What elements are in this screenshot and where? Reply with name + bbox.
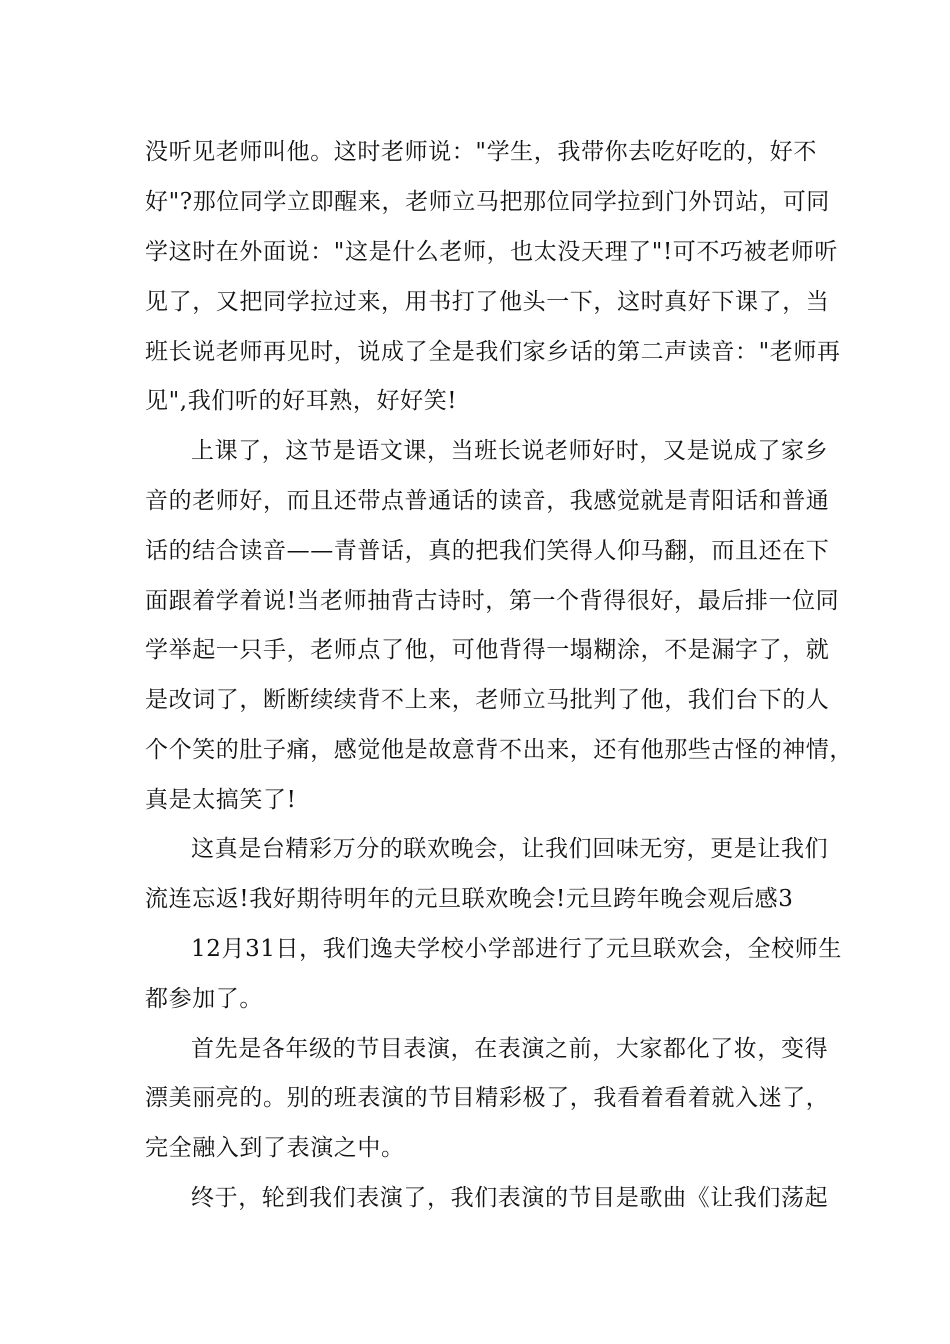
text-line: 都参加了。 <box>145 986 263 1012</box>
text-line: 学这时在外面说："这是什么老师，也太没天理了"!可不巧被老师听 <box>145 239 839 265</box>
text-line: 学举起一只手，老师点了他，可他背得一塌糊涂，不是漏字了，就 <box>145 637 830 663</box>
text-line: 班长说老师再见时，说成了全是我们家乡话的第二声读音："老师再 <box>145 339 841 365</box>
paragraph-first-line: 上课了，这节是语文课，当班长说老师好时，又是说成了家乡 <box>191 438 829 464</box>
text-line: 见了，又把同学拉过来，用书打了他头一下，这时真好下课了，当 <box>145 289 830 315</box>
paragraph-first-line: 首先是各年级的节目表演，在表演之前，大家都化了妆，变得 <box>191 1036 829 1062</box>
text-line: 面跟着学着说!当老师抽背古诗时，第一个背得很好，最后排一位同 <box>145 588 840 614</box>
paragraph-first-line: 终于，轮到我们表演了，我们表演的节目是歌曲《让我们荡起 <box>191 1185 829 1211</box>
text-line: 个个笑的肚子痛，感觉他是故意背不出来，还有他那些古怪的神情， <box>145 737 853 763</box>
text-line: 是改词了，断断续续背不上来，老师立马批判了他，我们台下的人 <box>145 687 830 713</box>
paragraph-first-line: 12月31日，我们逸夫学校小学部进行了元旦联欢会，全校师生 <box>191 936 842 962</box>
text-line: 没听见老师叫他。这时老师说："学生，我带你去吃好吃的，好不 <box>145 139 817 165</box>
text-line: 好"?那位同学立即醒来，老师立马把那位同学拉到门外罚站，可同 <box>145 189 830 215</box>
paragraph-first-line: 这真是台精彩万分的联欢晚会，让我们回味无穷，更是让我们 <box>191 836 829 862</box>
text-line: 完全融入到了表演之中。 <box>145 1135 405 1161</box>
text-line: 音的老师好，而且还带点普通话的读音，我感觉就是青阳话和普通 <box>145 488 830 514</box>
text-line: 话的结合读音——青普话，真的把我们笑得人仰马翻，而且还在下 <box>145 538 830 564</box>
text-line: 见",我们听的好耳熟，好好笑! <box>145 388 458 414</box>
text-line: 漂美丽亮的。别的班表演的节目精彩极了，我看着看着就入迷了， <box>145 1085 830 1111</box>
text-line: 流连忘返!我好期待明年的元旦联欢晚会!元旦跨年晚会观后感3 <box>145 886 794 912</box>
text-line: 真是太搞笑了! <box>145 787 297 813</box>
